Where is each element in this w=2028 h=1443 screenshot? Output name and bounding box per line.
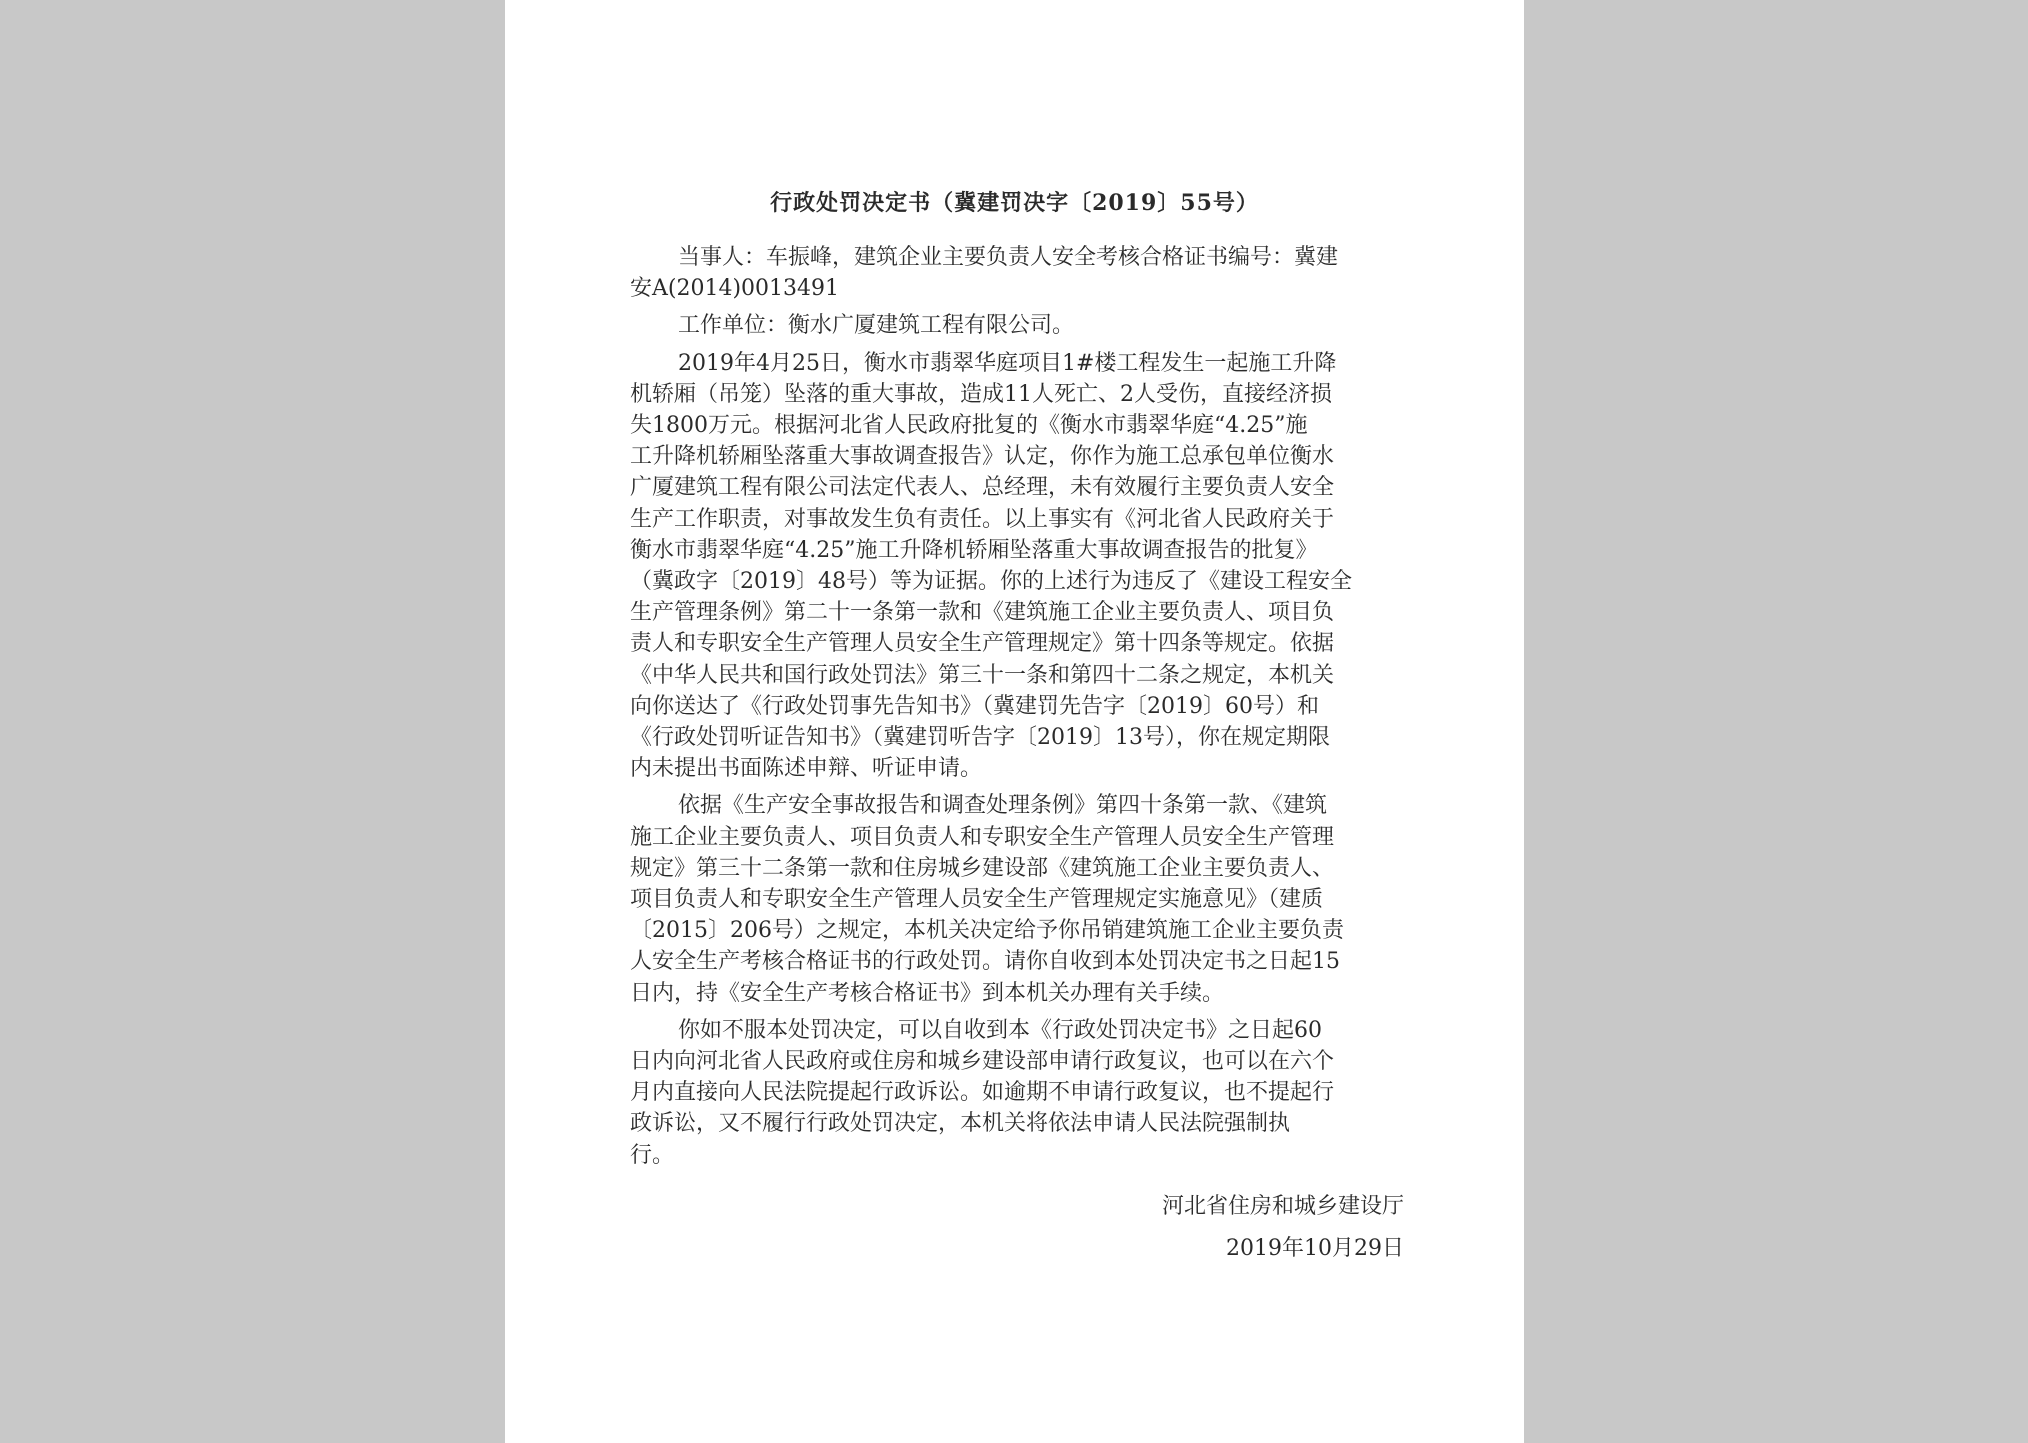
issuer-name: 河北省住房和城乡建设厅 — [1161, 1194, 1404, 1219]
document-body — [630, 242, 1405, 1177]
party-paragraph: 当事人：车振峰，建筑企业主要负责人安全考核合格证书编号：冀建 安A(2014)0013491 — [630, 245, 1339, 302]
employer-paragraph: 工作单位：衡水广厦建筑工程有限公司。 — [678, 313, 1075, 339]
facts-paragraph: 2019年4月25日，衡水市翡翠华庭项目1#楼工程发生一起施工升降 机轿厢（吊笼）坠落的重大事故，造成11人死亡、2人受伤，直接经济损 失1800万元。根据河北省人民政府批复的《衡水市翡翠华庭“4.25”施 工升降机轿厢坠落重大事故调查报告》认定，你作为施工总承包单位衡水 广厦建筑工程有限公司法定代表人、总经理，未有效履行主要负责人安全 生产工作职责，对事故发生负有责任。以上事实有《河北省人民政府关于 衡水市翡翠华庭“4.25”施工升降机轿厢坠落重大事故调查报告的批复》 （冀政字〔2019〕48号）等为证据。你的上述行为违反了《建设工程安全 生产管理条例》第二十一条第一款和《建筑施工企业主要负责人、项目负 责人和专职安全生产管理人员安全生产管理规定》第十四条等规定。依据 《中华人民共和国行政处罚法》第三十一条和第四十二条之规定，本机关 向你送达了《行政处罚事先告知书》（冀建罚先告字〔2019〕60号）和 《行政处罚听证告知书》（冀建罚听告字〔2019〕13号），你在规定期限 内未提出书面陈述申辩、听证申请。 — [630, 350, 1352, 782]
decision-paragraph: 依据《生产安全事故报告和调查处理条例》第四十条第一款、《建筑 施工企业主要负责人、项目负责人和专职安全生产管理人员安全生产管理 规定》第三十二条第一款和住房城乡建设部《建筑施工企业主要负责人、 项目负责人和专职安全生产管理人员安全生产管理规定实施意见》（建质 〔2015〕206号）之规定，本机关决定给予你吊销建筑施工企业主要负责 人安全生产考核合格证书的行政处罚。请你自收到本处罚决定书之日起15 日内，持《安全生产考核合格证书》到本机关办理有关手续。 — [630, 793, 1344, 1006]
appeal-paragraph: 你如不服本处罚决定，可以自收到本《行政处罚决定书》之日起60 日内向河北省人民政府或住房和城乡建设部申请行政复议，也可以在六个 月内直接向人民法院提起行政诉讼。如逾期不申请行政复议，也不提起行 政诉讼，又不履行行政处罚决定，本机关将依法申请人民法院强制执 行。 — [630, 1017, 1335, 1168]
issue-date: 2019年10月29日 — [1226, 1236, 1404, 1261]
signature-block — [1162, 1186, 1404, 1270]
document-title: 行政处罚决定书（冀建罚决字〔2019〕55号） — [770, 190, 1259, 216]
document-page — [505, 0, 1524, 1443]
